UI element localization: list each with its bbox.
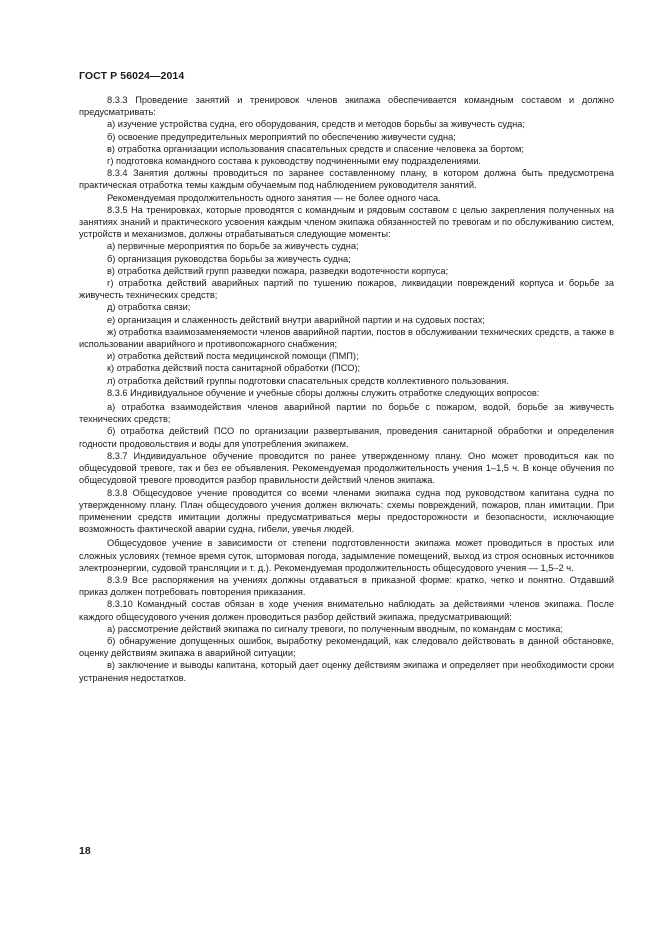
paragraph: а) рассмотрение действий экипажа по сигналу тревоги, по полученным вводным, по командам с мостика; <box>107 623 563 634</box>
paragraph: г) подготовка командного состава к руководству подчиненными ему подразделениями. <box>107 156 481 167</box>
document-header: ГОСТ Р 56024—2014 <box>79 70 185 82</box>
paragraph: б) отработка действий ПСО по организации развертывания, проведения санитарной обработки и определения годности продовольствия и воды для употребления экипажем. <box>79 426 614 449</box>
paragraph: 8.3.9 Все распоряжения на учениях должны отдаваться в приказной форме: кратко, четко и понятно. Отдавший приказ должен потребовать повторения приказания. <box>79 574 614 598</box>
paragraph: в) заключение и выводы капитана, который дает оценку действиям экипажа и определяет при необходимости сроки устранения недостатков. <box>79 660 614 683</box>
paragraph: Рекомендуемая продолжительность одного занятия — не более одного часа. <box>107 192 441 203</box>
paragraph: Общесудовое учение в зависимости от степени подготовленности экипажа может проводиться в простых или сложных условиях (темное время суток, штормовая погода, задымление помещений, выход из строя основных источников электроэнергии, судовой трансляции и т. д.). Рекомендуемая продолжительность общесудового учения — 1,5–2 ч. <box>79 538 614 573</box>
paragraph: а) первичные мероприятия по борьбе за живучесть судна; <box>107 241 359 252</box>
paragraph: 8.3.6 Индивидуальное обучение и учебные сборы должны служить отработке следующих вопросов: <box>107 387 540 398</box>
paragraph: к) отработка действий поста санитарной обработки (ПСО); <box>107 363 361 374</box>
paragraph: и) отработка действий поста медицинской помощи (ПМП); <box>107 351 359 362</box>
paragraph: в) отработка действий групп разведки пожара, разведки водотечности корпуса; <box>107 265 449 276</box>
page-number: 18 <box>79 845 91 857</box>
paragraph: в) отработка организации использования спасательных средств и спасение человека за бортом; <box>107 143 524 154</box>
paragraph: ж) отработка взаимозаменяемости членов аварийной партии, постов в обслуживании технических средств, а также в использовании аварийного и противопожарного снабжения; <box>79 326 614 350</box>
paragraph: 8.3.10 Командный состав обязан в ходе учения внимательно наблюдать за действиями членов экипажа. После каждого общесудового учения должен проводиться разбор действий экипажа, предусматривающий: <box>79 599 614 622</box>
paragraph: а) изучение устройства судна, его оборудования, средств и методов борьбы за живучесть судна; <box>107 119 525 130</box>
paragraph: б) обнаружение допущенных ошибок, выработку рекомендаций, как следовало действовать в данной обстановке, оценку действиям экипажа в аварийной ситуации; <box>79 635 614 659</box>
paragraph: 8.3.4 Занятия должны проводиться по заранее составленному плану, в котором должна быть предусмотрена практическая отработка темы каждым обучаемым под наблюдением руководителя занятий. <box>79 168 614 191</box>
paragraph: е) организация и слаженность действий внутри аварийной партии и на судовых постах; <box>107 314 485 325</box>
paragraph: 8.3.8 Общесудовое учение проводится со всеми членами экипажа судна под руководством капитана судна по утвержденному плану. План общесудового учения должен включать: схемы повреждений, пожаров, план имитации. При применении средств имитации должны предусматриваться меры предосторожности и безопасности, исключающие возможность фактической аварии судна, гибели, увечья людей. <box>79 487 614 535</box>
paragraph: 8.3.3 Проведение занятий и тренировок членов экипажа обеспечивается командным составом и должно предусматривать: <box>79 95 614 118</box>
paragraph: а) отработка взаимодействия членов аварийной партии по борьбе с пожаром, водой, борьбе за живучесть технических средств; <box>79 402 614 425</box>
paragraph: б) освоение предупредительных мероприятий по обеспечению живучести судна; <box>107 131 456 142</box>
paragraph: б) организация руководства борьбы за живучесть судна; <box>107 253 351 264</box>
paragraph: 8.3.5 На тренировках, которые проводятся с командным и рядовым составом с целью закрепления полученных на занятиях знаний и практического усвоения каждым членом экипажа обязанностей по тревогам и по обслуживанию систем, устройств и механизмов, должны отрабатываться следующие моменты: <box>79 204 614 240</box>
paragraph: 8.3.7 Индивидуальное обучение проводится по ранее утвержденному плану. Оно может проводиться как по общесудовой тревоге, так и без ее объявления. Рекомендуемая продолжительность учения 1–1,5 ч. В конце обучения по общесудовой тревоге проводится разбор правильности действий членов экипажа. <box>79 450 614 486</box>
paragraph: г) отработка действий аварийных партий по тушению пожаров, ликвидации повреждений корпуса и борьбе за живучесть технических средств; <box>79 278 614 301</box>
document-body <box>79 94 614 684</box>
paragraph: д) отработка связи; <box>107 302 191 313</box>
paragraph: л) отработка действий группы подготовки спасательных средств коллективного пользования. <box>107 375 509 386</box>
